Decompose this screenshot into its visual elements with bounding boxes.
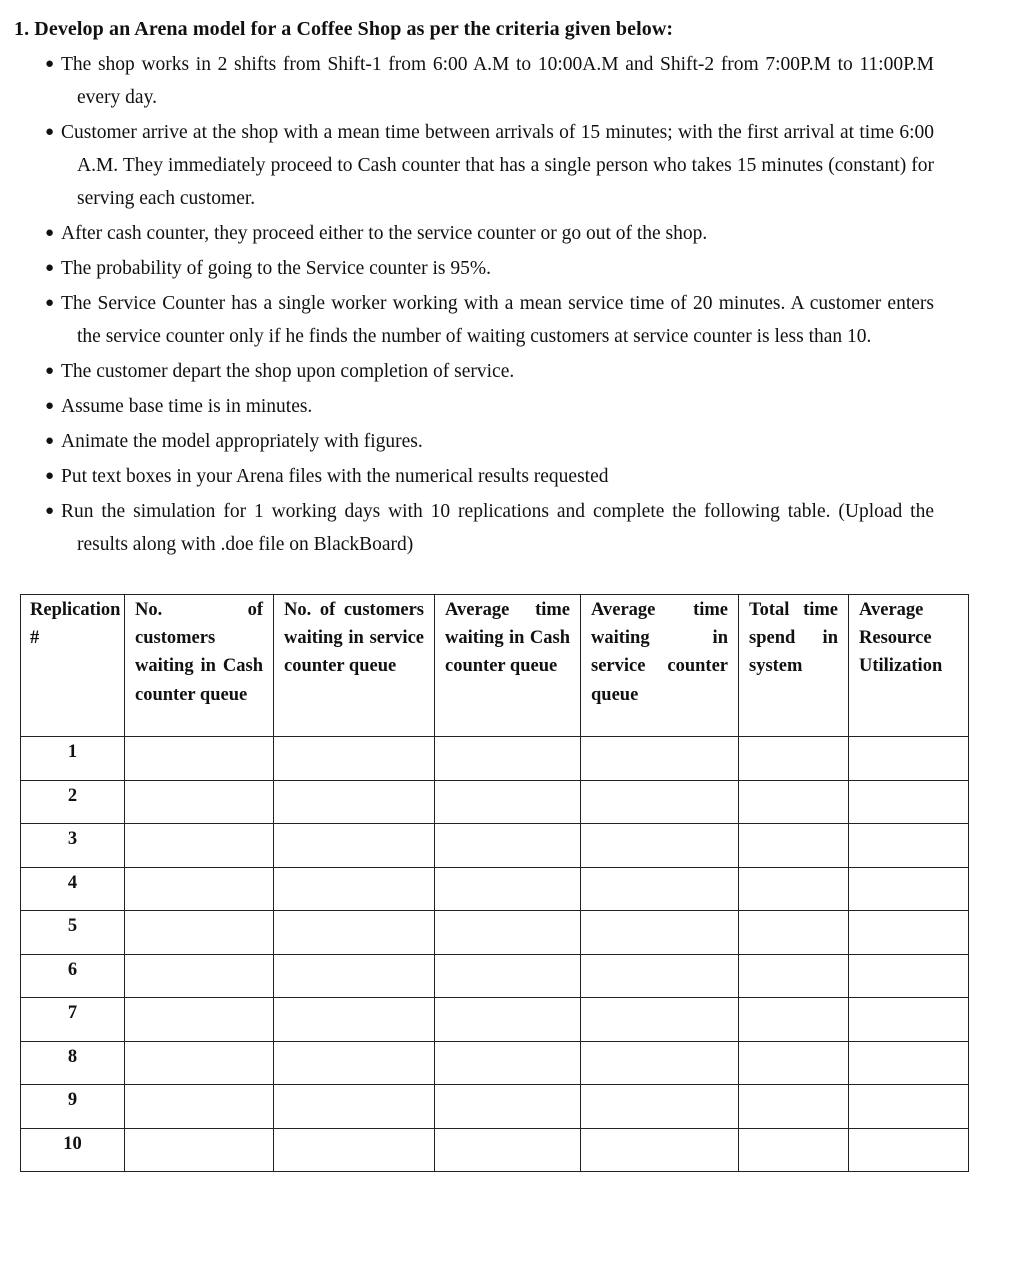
table-cell	[739, 911, 849, 955]
criteria-item	[45, 425, 934, 458]
table-cell	[581, 1128, 739, 1172]
table-cell	[274, 954, 435, 998]
table-row	[21, 1128, 969, 1172]
replication-number: 5	[21, 911, 125, 955]
bullet-dot-icon: ●	[45, 225, 55, 241]
table-cell	[274, 737, 435, 781]
column-header-cash-queue-count	[125, 595, 274, 737]
replication-number: 10	[21, 1128, 125, 1172]
table-cell	[274, 1041, 435, 1085]
table-cell	[581, 954, 739, 998]
bullet-dot-icon: ●	[45, 468, 55, 484]
table-cell	[274, 780, 435, 824]
criteria-text: The customer depart the shop upon completion of service.	[61, 361, 515, 382]
table-cell	[739, 1041, 849, 1085]
table-cell	[849, 780, 969, 824]
table-cell	[739, 1085, 849, 1129]
table-row	[21, 1085, 969, 1129]
table-row	[21, 998, 969, 1042]
table-cell	[274, 998, 435, 1042]
column-header-text: Replication #	[30, 600, 121, 649]
table-cell	[849, 911, 969, 955]
criteria-text: Animate the model appropriately with figures.	[61, 431, 423, 452]
table-cell	[435, 998, 581, 1042]
replication-number: 8	[21, 1041, 125, 1085]
table-cell	[581, 1041, 739, 1085]
bullet-dot-icon: ●	[45, 363, 55, 379]
bullet-dot-icon: ●	[45, 503, 55, 519]
table-cell	[274, 1085, 435, 1129]
criteria-item	[45, 495, 934, 561]
table-cell	[125, 1085, 274, 1129]
column-header-cash-queue-time	[435, 595, 581, 737]
criteria-text: Run the simulation for 1 working days with 10 replications and complete the following table. (Upload the results along with .doe file on BlackBoard)	[61, 501, 934, 555]
table-cell	[435, 867, 581, 911]
table-cell	[849, 954, 969, 998]
column-header-text: No. of customers waiting in Cash counter queue	[135, 600, 263, 705]
table-cell	[435, 737, 581, 781]
table-cell	[274, 1128, 435, 1172]
table-cell	[581, 1085, 739, 1129]
replication-number: 7	[21, 998, 125, 1042]
criteria-text: Customer arrive at the shop with a mean time between arrivals of 15 minutes; with the first arrival at time 6:00 A.M. They immediately proceed to Cash counter that has a single person who takes 15 minutes (constant) for serving each customer.	[61, 122, 934, 209]
table-cell	[435, 954, 581, 998]
column-header-text: Total time spend in system	[749, 600, 838, 677]
table-cell	[125, 911, 274, 955]
table-cell	[739, 867, 849, 911]
table-cell	[274, 911, 435, 955]
column-header-utilization	[849, 595, 969, 737]
table-cell	[125, 1041, 274, 1085]
table-cell	[739, 824, 849, 868]
replication-number: 6	[21, 954, 125, 998]
table-cell	[849, 1041, 969, 1085]
table-cell	[739, 1128, 849, 1172]
replication-number: 2	[21, 780, 125, 824]
table-row	[21, 737, 969, 781]
column-header-service-queue-time	[581, 595, 739, 737]
replication-number: 4	[21, 867, 125, 911]
table-cell	[581, 780, 739, 824]
table-cell	[739, 737, 849, 781]
column-header-service-queue-count	[274, 595, 435, 737]
bullet-dot-icon: ●	[45, 398, 55, 414]
criteria-item	[45, 287, 934, 353]
replication-number: 3	[21, 824, 125, 868]
table-cell	[125, 780, 274, 824]
table-cell	[435, 780, 581, 824]
column-header-total-time	[739, 595, 849, 737]
table-cell	[274, 867, 435, 911]
bullet-dot-icon: ●	[45, 124, 55, 140]
table-cell	[739, 780, 849, 824]
table-cell	[849, 867, 969, 911]
criteria-text: The shop works in 2 shifts from Shift-1 from 6:00 A.M to 10:00A.M and Shift-2 from 7:00P.M to 11:00P.M every day.	[61, 54, 934, 108]
criteria-item	[45, 252, 934, 285]
table-cell	[581, 737, 739, 781]
table-cell	[849, 1128, 969, 1172]
table-cell	[581, 911, 739, 955]
criteria-list	[0, 48, 1014, 563]
column-header-text: No. of customers waiting in service counter queue	[284, 600, 424, 677]
table-cell	[125, 998, 274, 1042]
table-cell	[581, 998, 739, 1042]
table-cell	[739, 954, 849, 998]
table-cell	[435, 824, 581, 868]
column-header-text: Average time waiting in service counter queue	[591, 600, 728, 705]
table-cell	[849, 824, 969, 868]
criteria-text: The Service Counter has a single worker working with a mean service time of 20 minutes. A customer enters the service counter only if he finds the number of waiting customers at service counter is less than 10.	[61, 293, 934, 347]
bullet-dot-icon: ●	[45, 56, 55, 72]
column-header-text: Average Resource Utilization	[859, 600, 943, 677]
table-cell	[435, 911, 581, 955]
table-cell	[849, 1085, 969, 1129]
table-cell	[581, 824, 739, 868]
table-cell	[739, 998, 849, 1042]
criteria-item	[45, 390, 934, 423]
table-cell	[849, 998, 969, 1042]
results-table	[20, 594, 969, 1172]
column-header-text: Average time waiting in Cash counter queue	[445, 600, 570, 677]
bullet-dot-icon: ●	[45, 260, 55, 276]
replication-number: 9	[21, 1085, 125, 1129]
table-cell	[581, 867, 739, 911]
table-row	[21, 954, 969, 998]
table-cell	[435, 1085, 581, 1129]
criteria-text: After cash counter, they proceed either to the service counter or go out of the shop.	[61, 223, 708, 244]
table-cell	[274, 824, 435, 868]
criteria-text: Put text boxes in your Arena files with the numerical results requested	[61, 466, 609, 487]
criteria-item	[45, 460, 934, 493]
table-row	[21, 911, 969, 955]
table-cell	[435, 1041, 581, 1085]
bullet-dot-icon: ●	[45, 295, 55, 311]
table-row	[21, 780, 969, 824]
table-row	[21, 867, 969, 911]
criteria-item	[45, 48, 934, 114]
criteria-text: The probability of going to the Service counter is 95%.	[61, 258, 491, 279]
criteria-item	[45, 355, 934, 388]
table-cell	[125, 824, 274, 868]
bullet-dot-icon: ●	[45, 433, 55, 449]
table-cell	[125, 954, 274, 998]
assignment-heading: 1. Develop an Arena model for a Coffee Shop as per the criteria given below:	[14, 18, 674, 40]
table-cell	[125, 1128, 274, 1172]
criteria-text: Assume base time is in minutes.	[61, 396, 313, 417]
criteria-item	[45, 116, 934, 215]
table-header-row	[21, 595, 969, 737]
replication-number: 1	[21, 737, 125, 781]
table-cell	[849, 737, 969, 781]
table-cell	[125, 867, 274, 911]
criteria-item	[45, 217, 934, 250]
table-row	[21, 824, 969, 868]
table-cell	[125, 737, 274, 781]
column-header-replication	[21, 595, 125, 737]
table-row	[21, 1041, 969, 1085]
table-cell	[435, 1128, 581, 1172]
